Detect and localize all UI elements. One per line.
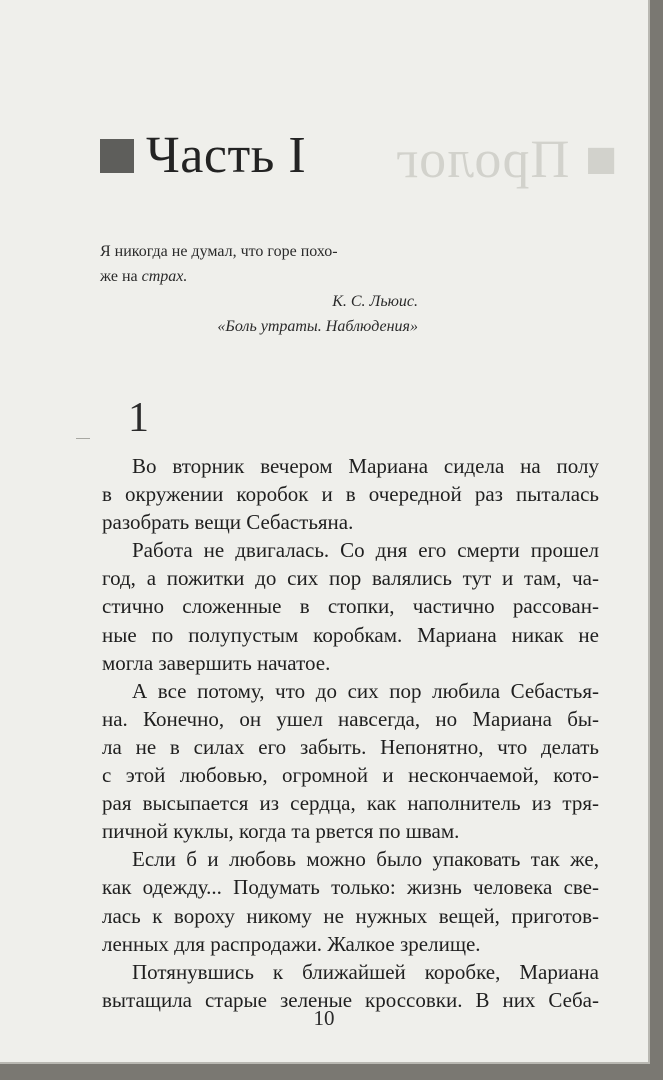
text-line: Во вторник вечером Мариана сидела на полу	[132, 454, 599, 478]
text-line: на. Конечно, он ушел навсегда, но Мариана бы-	[102, 706, 599, 731]
text-line: рая высыпается из сердца, как наполнитель из тря-	[102, 791, 599, 816]
epigraph	[100, 239, 418, 339]
epigraph-author: К. С. Льюис.	[332, 293, 418, 310]
chapter-number: 1	[128, 395, 149, 441]
text-line: А все потому, что до сих пор любила Себастья-	[132, 678, 599, 703]
text-line: Потянувшись к ближайшей коробке, Мариана	[132, 959, 599, 984]
bleed-through-text: ■ Пролог	[395, 129, 618, 189]
chapter-heading	[100, 127, 307, 184]
text-line: в окружении коробок и в очередной раз пыталась	[102, 482, 599, 507]
square-bullet-icon	[100, 139, 134, 173]
text-line: с этой любовью, огромной и нескончаемой, кото-	[102, 763, 599, 788]
text-line: стично сложенные в стопки, частично рассован-	[102, 594, 599, 619]
page-number: 10	[313, 1006, 335, 1030]
body-text	[102, 452, 599, 1014]
text-line: могла завершить начатое.	[102, 650, 331, 675]
page-title: Часть I	[146, 127, 307, 184]
epigraph-source: «Боль утраты. Наблюдения»	[217, 318, 418, 335]
text-line: пичной куклы, когда та рвется по швам.	[102, 819, 460, 844]
epigraph-quote-line-2	[100, 264, 418, 289]
text-line: разобрать вещи Себастьяна.	[102, 510, 354, 535]
text-line: ные по полупустым коробкам. Мариана никак не	[102, 622, 599, 647]
text-line: год, а пожитки до сих пор валялись тут и там, ча-	[102, 566, 599, 591]
epigraph-quote-line-1: Я никогда не думал, что горе похо-	[100, 243, 338, 260]
epigraph-quote-prefix: же на	[100, 268, 142, 285]
text-line: Работа не двигалась. Со дня его смерти прошел	[132, 538, 599, 563]
text-line: ла не в силах его забыть. Непонятно, что делать	[102, 734, 599, 759]
epigraph-quote-emphasis: страх.	[141, 268, 188, 285]
text-line: как одежду... Подумать только: жизнь человека све-	[102, 875, 599, 900]
text-line: ленных для распродажи. Жалкое зрелище.	[102, 931, 481, 956]
margin-mark	[76, 438, 90, 447]
text-line: вытащила старые зеленые кроссовки. В них Себа-	[102, 987, 599, 1012]
text-line: лась к вороху никому не нужных вещей, приготов-	[102, 903, 599, 928]
text-line: Если б и любовь можно было упаковать так же,	[132, 847, 599, 872]
